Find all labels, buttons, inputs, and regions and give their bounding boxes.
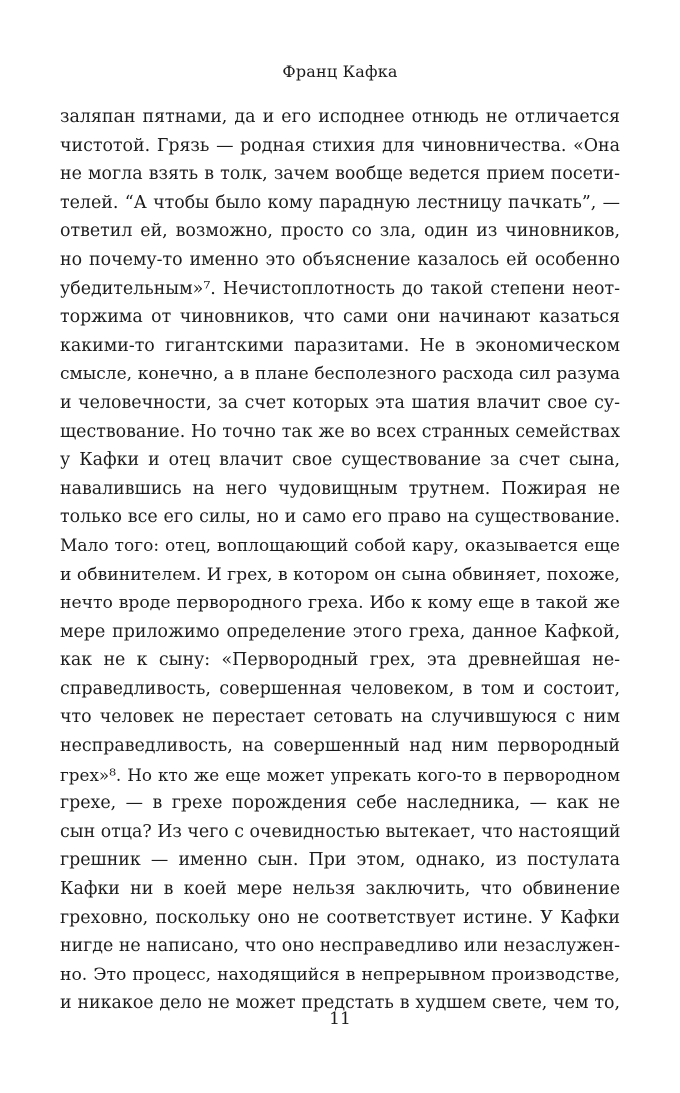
text-line: грешник — именно сын. При этом, однако, из постулата — [60, 850, 620, 871]
text-line: мере приложимо определение этого греха, данное Кафкой, — [60, 621, 620, 642]
text-line: какими-то гигантскими паразитами. Не в экономическом — [60, 335, 620, 356]
text-line: и обвинителем. И грех, в котором он сына обвиняет, похоже, — [60, 564, 620, 585]
text-line: только все его силы, но и само его право на существование. — [60, 507, 620, 528]
text-line: телей. “А чтобы было кому парадную лестницу пачкать”, — — [60, 192, 620, 213]
text-line: как не к сыну: «Первородный грех, эта древнейшая не- — [60, 650, 620, 671]
text-line: что человек не перестает сетовать на случившуюся с ним — [60, 707, 620, 728]
text-line: сын отца? Из чего с очевидностью вытекает, что настоящий — [60, 821, 620, 842]
text-line: ществование. Но точно так же во всех странных семействах — [60, 421, 620, 442]
page-number: 11 — [329, 1009, 351, 1029]
text-line: греховно, поскольку оно не соответствует истине. У Кафки — [60, 907, 620, 928]
text-line: у Кафки и отец влачит свое существование за счет сына, — [60, 450, 620, 471]
text-line: нигде не написано, что оно несправедливо или незаслужен- — [60, 936, 620, 957]
text-line: справедливость, совершенная человеком, в том и состоит, — [60, 678, 620, 699]
text-line: несправедливость, на совершенный над ним первородный — [60, 736, 620, 757]
text-line: смысле, конечно, а в плане бесполезного расхода сил разума — [60, 364, 620, 385]
text-line: убедительным»⁷. Нечистоплотность до такой степени неот- — [60, 278, 620, 299]
body-text — [60, 103, 620, 1018]
text-line: заляпан пятнами, да и его исподнее отнюдь не отличается — [60, 107, 620, 127]
text-line: чистотой. Грязь — родная стихия для чиновничества. «Она — [60, 135, 620, 156]
text-line: нечто вроде первородного греха. Ибо к кому еще в такой же — [60, 593, 620, 614]
text-line: и никакое дело не может предстать в худшем свете, чем то, — [60, 993, 620, 1014]
text-line: грех»⁸. Но кто же еще может упрекать кого-то в первородном — [60, 764, 620, 785]
text-line: но почему-то именно это объяснение казалось ей особенно — [60, 249, 620, 270]
text-line: Кафки ни в коей мере нельзя заключить, что обвинение — [60, 879, 620, 900]
text-line: и человечности, за счет которых эта шатия влачит свое су- — [60, 392, 620, 413]
text-line: грехе, — в грехе порождения себе наследника, — как не — [60, 793, 620, 814]
text-line: Мало того: отец, воплощающий собой кару, оказывается еще — [60, 535, 620, 556]
text-line: не могла взять в толк, зачем вообще ведется прием посети- — [60, 164, 620, 185]
text-line: но. Это процесс, находящийся в непрерывном производстве, — [60, 964, 620, 985]
text-line: навалившись на него чудовищным трутнем. Пожирая не — [60, 478, 620, 499]
running-head-title: Франц Кафка — [282, 62, 398, 81]
text-line: ответил ей, возможно, просто со зла, один из чиновников, — [60, 221, 620, 242]
text-line: торжима от чиновников, что сами они начинают казаться — [60, 307, 620, 328]
